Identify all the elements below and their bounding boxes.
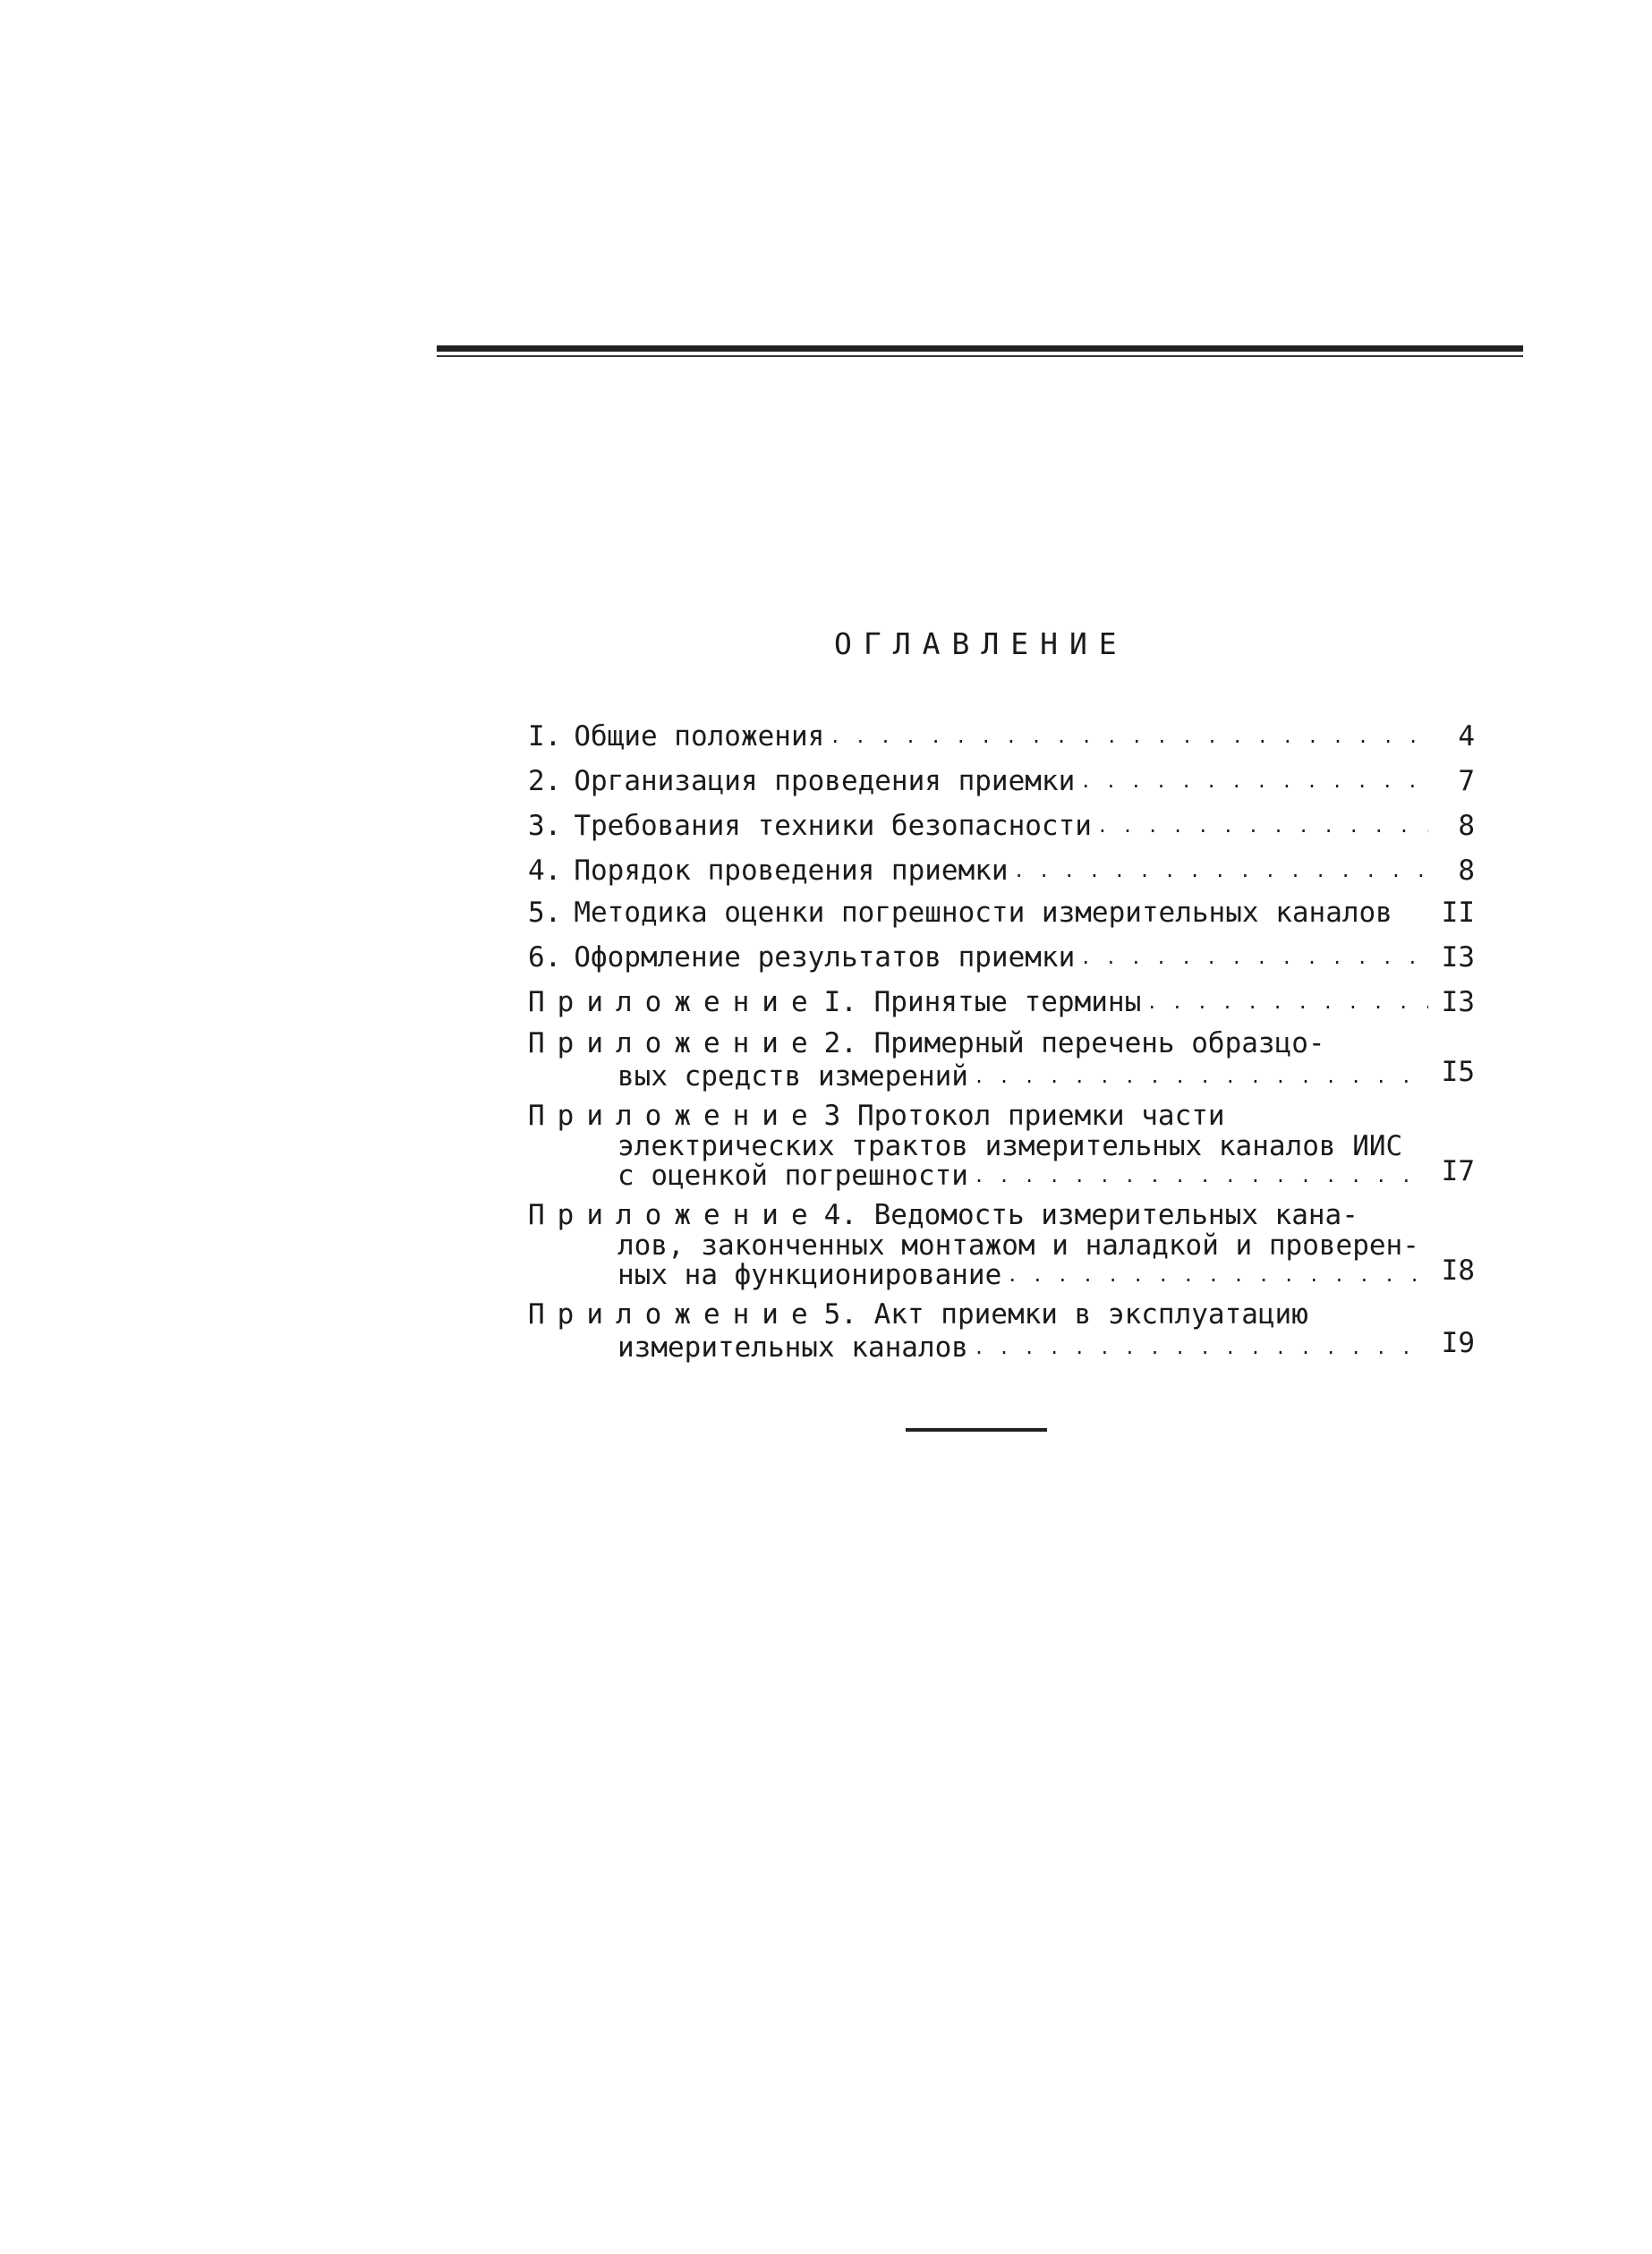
appendix-title-cont: ных на функционирование (617, 1259, 1002, 1291)
toc-appendix-4 (528, 1198, 1475, 1289)
dot-leader (830, 716, 1428, 754)
appendix-title-cont: измерительных каналов (617, 1331, 968, 1364)
top-double-rule (437, 345, 1523, 357)
toc-entry-2 (528, 761, 1475, 799)
appendix-title: 3 Протокол приемки части (823, 1100, 1225, 1132)
toc-entry-number: I. (528, 720, 562, 753)
appendix-title: 5. Акт приемки в эксплуатацию (823, 1298, 1308, 1331)
appendix-title: 4. Ведомость измерительных кана- (823, 1199, 1358, 1231)
dot-leader (974, 1060, 1428, 1090)
dot-leader (1080, 937, 1428, 975)
toc-entry-page: I7 (1441, 1155, 1475, 1187)
toc-appendix-3 (528, 1099, 1475, 1192)
appendix-label: Приложение (528, 1027, 821, 1059)
toc-entry-page: 8 (1458, 810, 1475, 842)
toc-appendix-5 (528, 1297, 1475, 1364)
appendix-title: 2. Примерный перечень образцо- (823, 1027, 1325, 1059)
toc-entry-title: Организация проведения приемки (574, 765, 1076, 797)
appendix-label: Приложение (528, 1100, 821, 1132)
dot-leader (1097, 805, 1428, 844)
toc-entry-page: II (1441, 897, 1475, 929)
toc-heading: ОГЛАВЛЕНИЕ (834, 626, 1128, 661)
appendix-title-cont: вых средств измерений (617, 1060, 968, 1093)
toc-entry-title: Требования техники безопасности (574, 810, 1092, 842)
toc-entry-page: I3 (1441, 941, 1475, 974)
toc-appendix-2 (528, 1026, 1475, 1093)
toc-entry-title: Методика оценки погрешности измерительных каналов (574, 897, 1392, 929)
dot-leader (1080, 761, 1428, 799)
appendix-label: Приложение (528, 986, 821, 1018)
appendix-title-cont: электрических трактов измерительных каналов ИИС (617, 1130, 1403, 1162)
toc-entry-title: Оформление результатов приемки (574, 941, 1076, 974)
toc-entry-page: 4 (1458, 720, 1475, 753)
appendix-title: I. Принятые термины (823, 986, 1142, 1018)
toc-entry-5 (528, 895, 1475, 931)
toc-entry-number: 5. (528, 897, 562, 929)
toc-entry-page: I5 (1441, 1056, 1475, 1088)
top-rule-thick (437, 345, 1523, 352)
toc-entry-number: 2. (528, 765, 562, 797)
toc-entry-page: 8 (1458, 855, 1475, 887)
table-of-contents (528, 716, 1475, 1370)
appendix-title-cont: лов, законченных монтажом и наладкой и проверен- (617, 1229, 1419, 1262)
appendix-title-cont: с оценкой погрешности (617, 1160, 968, 1192)
dot-leader (974, 1331, 1428, 1361)
closing-rule (906, 1428, 1047, 1432)
toc-entry-3 (528, 805, 1475, 844)
toc-entry-page: 7 (1458, 765, 1475, 797)
toc-entry-number: 4. (528, 855, 562, 887)
toc-entry-page: I8 (1441, 1255, 1475, 1287)
dot-leader (1007, 1259, 1428, 1289)
toc-entry-page: I9 (1441, 1327, 1475, 1359)
toc-appendix-1 (528, 982, 1475, 1020)
toc-entry-1 (528, 716, 1475, 754)
dot-leader (974, 1160, 1428, 1189)
dot-leader (1014, 850, 1428, 889)
appendix-label: Приложение (528, 1199, 821, 1231)
toc-entry-number: 3. (528, 810, 562, 842)
appendix-label: Приложение (528, 1298, 821, 1331)
toc-entry-6 (528, 937, 1475, 975)
dot-leader (1146, 982, 1428, 1020)
toc-entry-title: Порядок проведения приемки (574, 855, 1009, 887)
toc-entry-4 (528, 850, 1475, 889)
toc-entry-number: 6. (528, 941, 562, 974)
toc-entry-title: Общие положения (574, 720, 825, 753)
toc-entry-page: I3 (1441, 986, 1475, 1018)
top-rule-thin (437, 355, 1523, 357)
